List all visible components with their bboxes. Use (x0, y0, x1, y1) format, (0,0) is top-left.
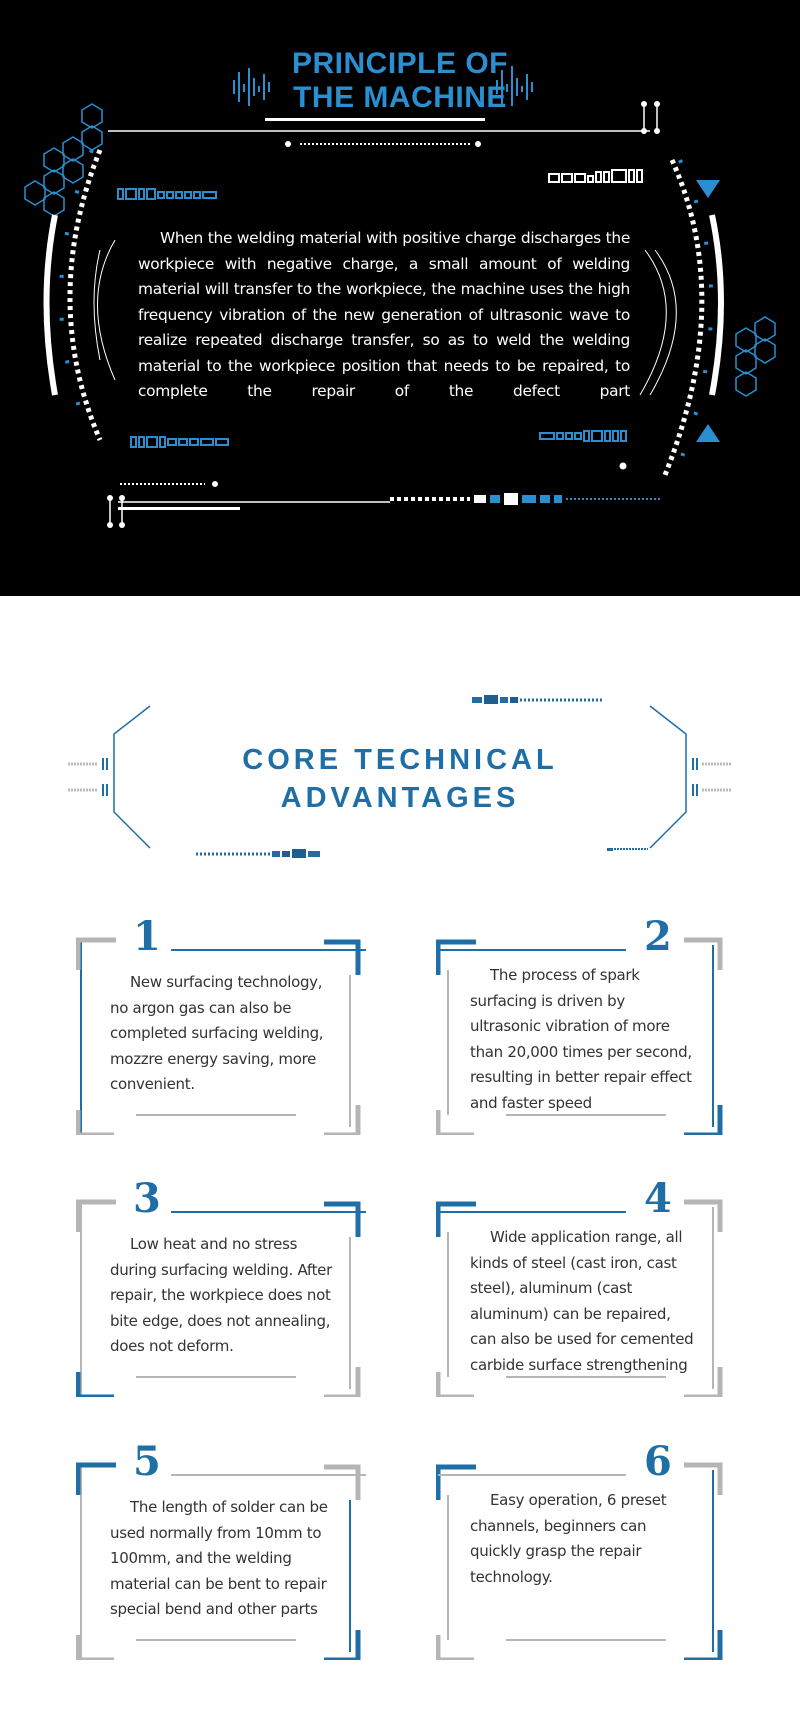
advantage-number: 6 (644, 1438, 672, 1485)
advantages-title-line2: ADVANTAGES (280, 782, 520, 814)
advantage-text: Wide application range, all kinds of steel (cast iron, cast steel), aluminum (cast aluminum) can be repaired, can also be used for cemented carbide surface strengthening (470, 1228, 694, 1374)
advantage-text: The process of spark surfacing is driven by ultrasonic vibration of more than 20,000 times per second, resulting in better repair effect and faster speed (470, 966, 692, 1112)
advantage-card-4 (436, 1177, 736, 1377)
advantage-text: Low heat and no stress during surfacing welding. After repair, the workpiece does not bite edge, does not annealing, does not deform. (110, 1235, 332, 1355)
advantages-title-line1: CORE TECHNICAL (242, 744, 558, 776)
advantage-number: 1 (133, 913, 161, 960)
advantage-card-2 (436, 915, 736, 1115)
advantage-card-5 (76, 1440, 376, 1640)
advantage-number: 2 (644, 913, 672, 960)
advantage-card-1 (76, 915, 376, 1115)
principle-title-line2: THE MACHINE (293, 81, 507, 114)
advantage-number: 3 (133, 1175, 161, 1222)
principle-description: When the welding material with positive charge discharges the workpiece with negative charge, a small amount of welding material will transfer to the workpiece, the machine uses the high frequency vibration of the new generation of ultrasonic wave to realize repeated discharge transfer, so as to weld the welding material to the workpiece position that needs to be repaired, to complete the repair of the defect part (138, 229, 630, 400)
advantage-text: New surfacing technology, no argon gas can also be completed surfacing welding, mozzre energy saving, more convenient. (110, 973, 324, 1093)
principle-title-line1: PRINCIPLE OF (291, 47, 508, 80)
advantage-card-3 (76, 1177, 376, 1377)
advantage-text: Easy operation, 6 preset channels, beginners can quickly grasp the repair technology. (470, 1491, 667, 1586)
advantage-number: 5 (133, 1438, 161, 1485)
advantage-card-6 (436, 1440, 736, 1640)
advantage-text: The length of solder can be used normally from 10mm to 100mm, and the welding material can be bent to repair special bend and other parts (110, 1498, 328, 1618)
advantage-number: 4 (644, 1175, 672, 1222)
